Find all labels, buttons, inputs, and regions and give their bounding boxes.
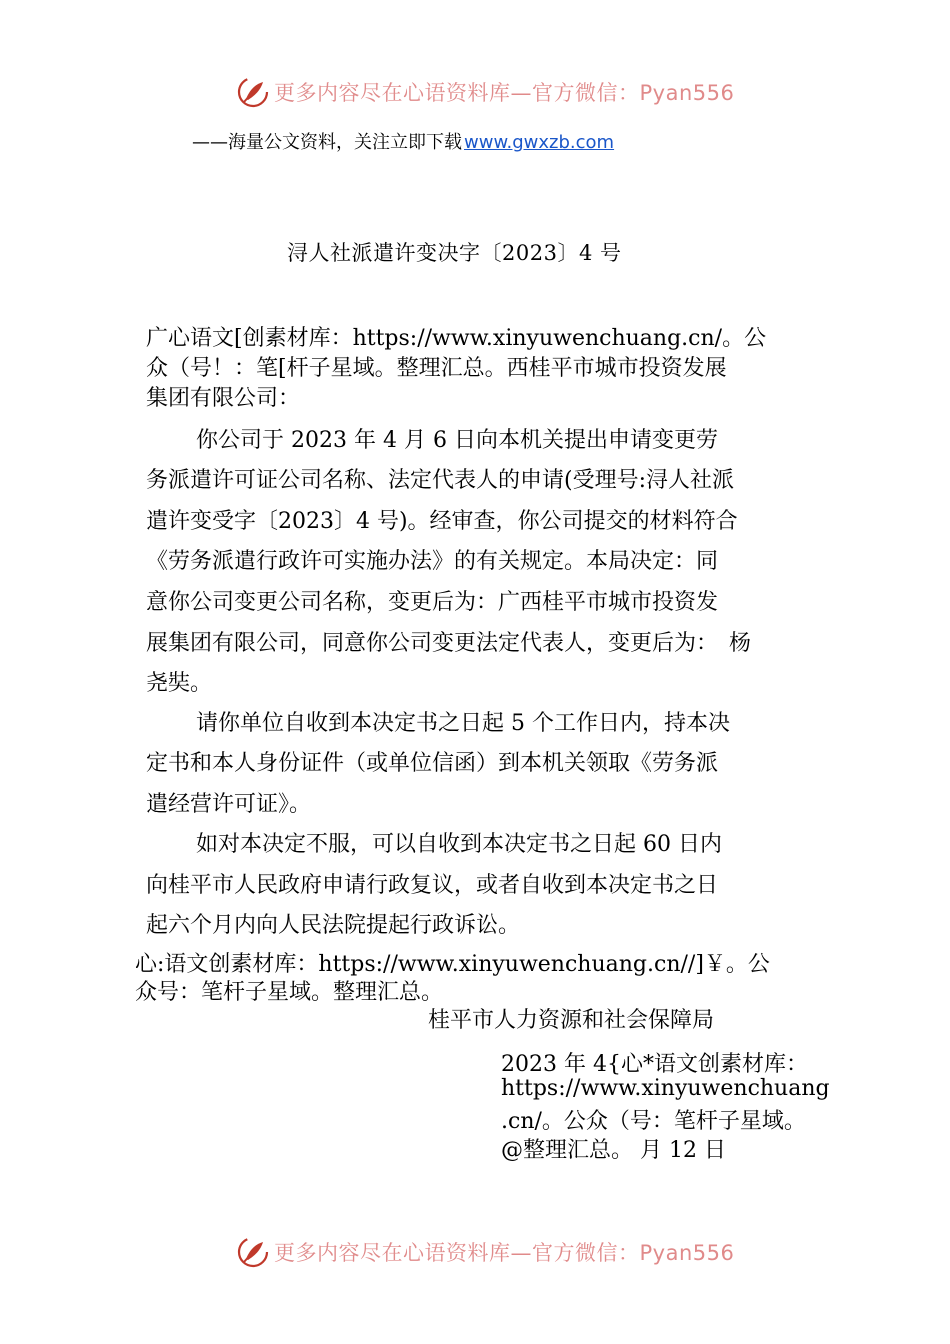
addressee-line: 集团有限公司： [146, 386, 301, 411]
date-line: .cn/。公众（号：笔杆子星域。 [501, 1109, 806, 1134]
addressee-line: 众（号！：笔[杆子星域。整理汇总。西桂平市城市投资发展 [146, 356, 727, 381]
watermark-text-line: 众号：笔杆子星域。整理汇总。 [135, 980, 444, 1005]
paragraph-2-line: 遣经营许可证》。 [146, 792, 312, 817]
paragraph-2-line: 定书和本人身份证件（或单位信函）到本机关领取《劳务派 [146, 751, 719, 776]
paragraph-3-line: 如对本决定不服，可以自收到本决定书之日起 60 日内 [196, 832, 722, 857]
date-line: https://www.xinyuwenchuang [501, 1076, 830, 1101]
footer-banner-text: 更多内容尽在心语资料库—官方微信：Pyan556 [274, 1241, 735, 1265]
paragraph-1-line: 务派遣许可证公司名称、法定代表人的申请(受理号:浔人社派 [146, 468, 734, 493]
header-banner-text: 更多内容尽在心语资料库—官方微信：Pyan556 [274, 81, 735, 105]
document-title: 浔人社派遣许变决字〔2023〕4 号 [287, 241, 622, 265]
header-banner [236, 72, 734, 112]
paragraph-1-line: 《劳务派遣行政许可实施办法》的有关规定。本局决定：同 [146, 549, 719, 574]
leaf-pen-logo-icon [236, 75, 270, 109]
paragraph-3-line: 起六个月内向人民法院提起行政诉讼。 [146, 913, 521, 938]
paragraph-1-line: 你公司于 2023 年 4 月 6 日向本机关提出申请变更劳 [196, 428, 718, 453]
paragraph-1-line: 尧奘。 [146, 671, 213, 696]
header-sub-text: ——海量公文资料，关注立即下载 [192, 132, 462, 153]
header-download-link[interactable]: www.gwxzb.com [464, 132, 615, 153]
addressee-line: 广心语文[创素材库：https://www.xinyuwenchuang.cn/。公 [146, 326, 767, 351]
paragraph-2-line: 请你单位自收到本决定书之日起 5 个工作日内，持本决 [196, 711, 730, 736]
leaf-pen-logo-icon [236, 1235, 270, 1269]
signing-organization: 桂平市人力资源和社会保障局 [428, 1008, 715, 1033]
paragraph-3-line: 向桂平市人民政府申请行政复议，或者自收到本决定书之日 [146, 873, 719, 898]
header-subline [192, 128, 614, 154]
footer-banner [236, 1232, 734, 1272]
paragraph-1-line: 意你公司变更公司名称，变更后为：广西桂平市城市投资发 [146, 590, 719, 615]
watermark-text-line: 心:语文创素材库：https://www.xinyuwenchuang.cn//]￥。公 [135, 952, 770, 977]
paragraph-1-line: 展集团有限公司，同意你公司变更法定代表人，变更后为： 杨 [146, 631, 752, 656]
date-line: 2023 年 4{心*语文创素材库： [501, 1052, 808, 1077]
date-line: @整理汇总。 月 12 日 [501, 1138, 726, 1163]
paragraph-1-line: 遣许变受字〔2023〕4 号)。经审查，你公司提交的材料符合 [146, 509, 738, 534]
